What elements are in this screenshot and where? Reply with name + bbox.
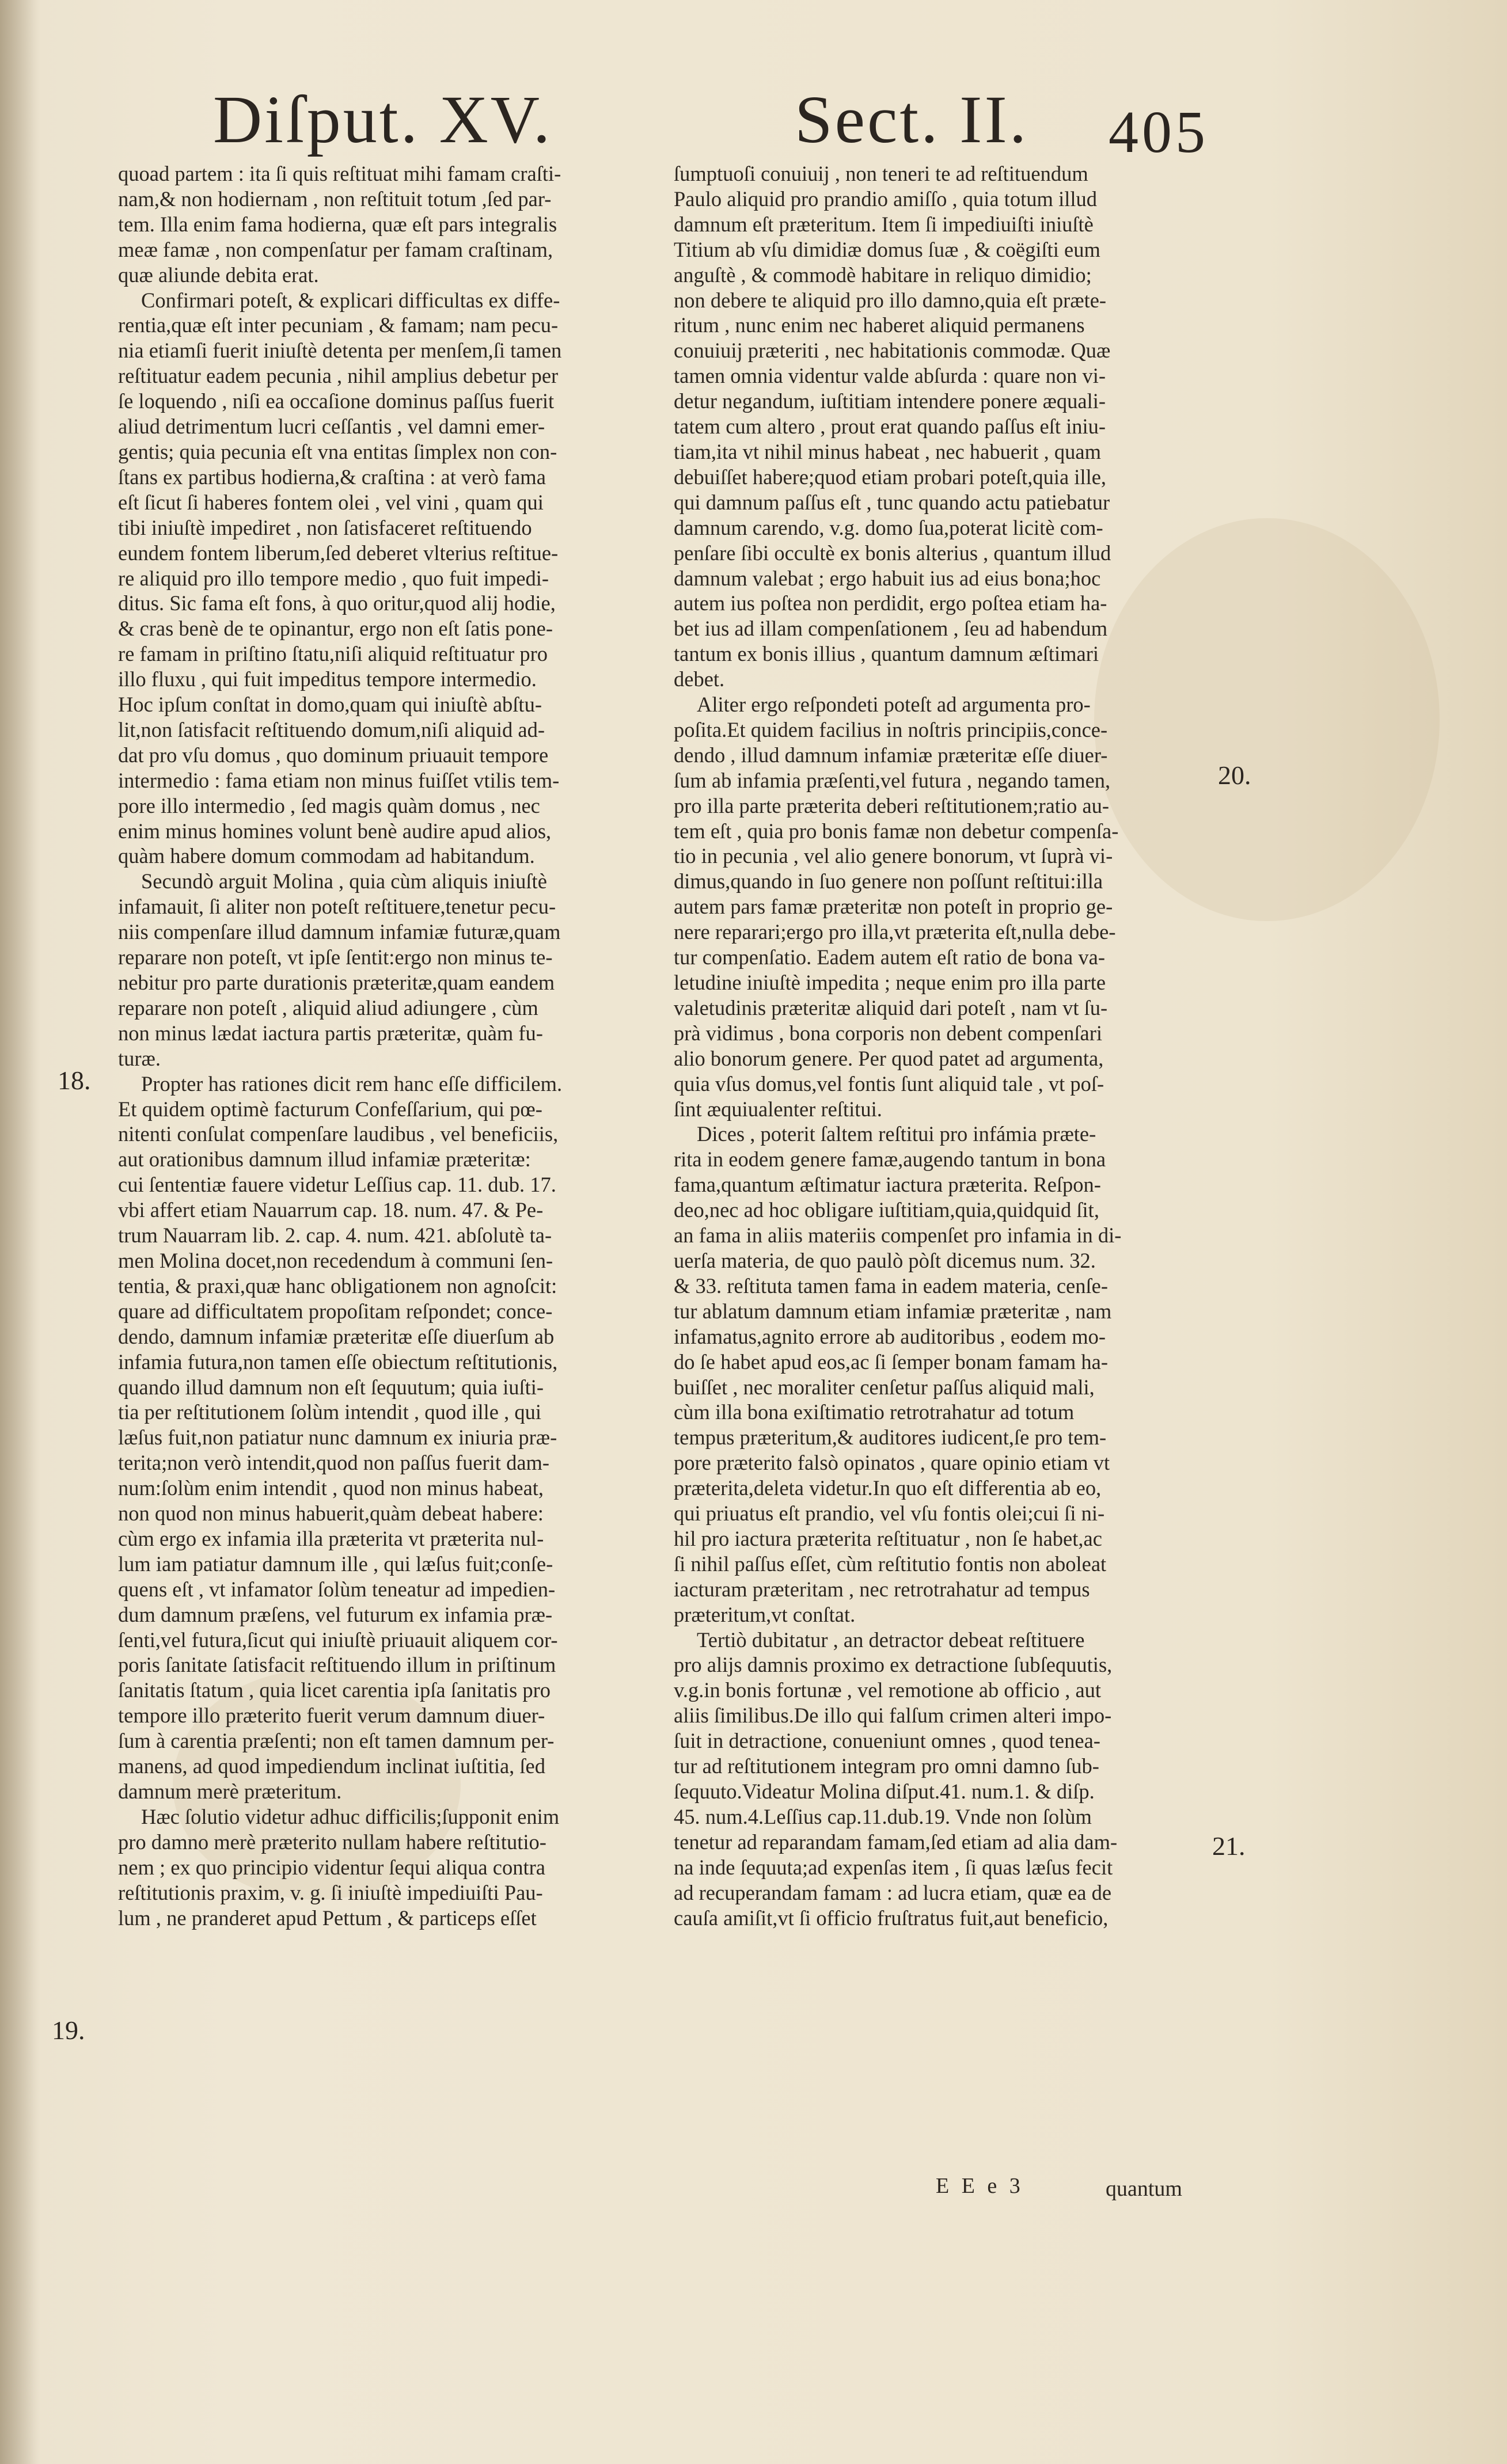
text-line: & 33. reſtituta tamen fama in eadem materia, cenſe- <box>674 1273 1108 1298</box>
text-line: debuiſſet habere;quod etiam probari poteſt,quia ille, <box>674 465 1107 489</box>
text-line: quens eſt , vt infamator ſolùm teneatur ad impedien- <box>118 1577 556 1601</box>
text-line: pro alijs damnis proximo ex detractione ſubſequutis, <box>674 1653 1113 1677</box>
text-line: & cras benè de te opinantur, ergo non eſt ſatis pone- <box>118 617 553 641</box>
text-line: niis compenſare illud damnum infamiæ futuræ,quam <box>118 920 561 944</box>
text-line: na inde ſequuta;ad expenſas item , ſi quas læſus fecit <box>674 1855 1113 1879</box>
text-line: qui damnum paſſus eſt , tunc quando actu patiebatur <box>674 490 1110 514</box>
text-line: anguſtè , & commodè habitare in reliquo dimidio; <box>674 263 1092 287</box>
text-line: infamatus,agnito errore ab auditoribus , eodem mo- <box>674 1324 1106 1348</box>
text-line: tio in pecunia , vel alio genere bonorum, vt ſuprà vi- <box>674 844 1113 868</box>
text-line: non quod non minus habuerit,quàm debeat habere: <box>118 1501 544 1526</box>
text-line: letudine iniuſtè impedita ; neque enim pro illa parte <box>674 971 1106 994</box>
text-line: poris ſanitate ſatisfacit reſtituendo illum in priſtinum <box>118 1653 556 1677</box>
text-line: Titium ab vſu dimidiæ domus ſuæ , & coëgiſti eum <box>674 237 1100 261</box>
text-line: conuiuij præteriti , nec habitationis commodæ. Quæ <box>674 339 1111 363</box>
margin-number-19: 19. <box>52 2016 85 2045</box>
text-line: ſum à carentia præſenti; non eſt tamen damnum per- <box>118 1729 555 1753</box>
text-line: damnum merè præteritum. <box>118 1779 342 1803</box>
text-line: ritum , nunc enim nec haberet aliquid permanens <box>674 313 1085 337</box>
text-line: tur compenſatio. Eadem autem eſt ratio de bona va- <box>674 945 1105 969</box>
text-line: cùm illa bona exiſtimatio retrotrahatur ad totum <box>674 1400 1075 1424</box>
text-line: quando illud damnum non eſt ſequutum; quia iuſti- <box>118 1375 544 1399</box>
text-line: nam,& non hodiernam , non reſtituit totum ,ſed par- <box>118 187 552 211</box>
text-line: tibi iniuſtè impediret , non ſatisfaceret reſtituendo <box>118 515 532 539</box>
text-line: do ſe habet apud eos,ac ſi ſemper bonam famam ha- <box>674 1349 1109 1374</box>
text-line: an fama in aliis materiis compenſet pro infamia in di- <box>674 1223 1122 1248</box>
text-line: ad recuperandam famam : ad lucra etiam, quæ ea de <box>674 1880 1112 1904</box>
text-line: gentis; quia pecunia eſt vna entitas ſimplex non con- <box>118 439 557 463</box>
text-line: ſum ab infamia præſenti,vel futura , negando tamen, <box>674 768 1111 792</box>
text-line: ſanitatis ſtatum , quia licet carentia ipſa ſanitatis pro <box>118 1678 551 1702</box>
text-line: dendo , illud damnum infamiæ præteritæ eſſe diuer- <box>674 743 1108 767</box>
text-line: enim minus homines volunt benè audire apud alios, <box>118 819 552 843</box>
text-line: ſtans ex partibus hodierna,& craſtina : at verò fama <box>118 465 546 489</box>
text-line: aut orationibus damnum illud infamiæ præteritæ: <box>118 1147 531 1172</box>
text-line: Et quidem optimè facturum Confeſſarium, qui pœ- <box>118 1097 542 1121</box>
text-line: prà vidimus , bona corporis non debent compenſari <box>674 1021 1103 1045</box>
running-head-section: Sect. II. <box>795 82 1029 157</box>
text-line: dimus,quando in ſuo genere non poſſunt reſtitui:illa <box>674 869 1103 893</box>
text-line: pro damno merè præterito nullam habere reſtitutio- <box>118 1830 546 1854</box>
text-line: cui ſententiæ fauere videtur Leſſius cap. 11. dub. 17. <box>118 1173 556 1197</box>
text-line: eundem fontem liberum,ſed deberet vlterius reſtitue- <box>118 541 559 565</box>
text-line: tempus præteritum,& auditores iudicent,ſe pro tem- <box>674 1425 1107 1450</box>
text-line: tempore illo præterito fuerit verum damnum diuer- <box>118 1703 545 1728</box>
text-line: læſus fuit,non patiatur nunc damnum ex iniuria præ- <box>118 1425 557 1450</box>
catchword: quantum <box>1106 2177 1182 2201</box>
text-line: tur ablatum damnum etiam infamiæ præteritæ , nam <box>674 1299 1112 1323</box>
text-line: nitenti conſulat compenſare laudibus , vel beneficiis, <box>118 1122 559 1146</box>
text-line: aliud detrimentum lucri ceſſantis , vel damni emer- <box>118 415 545 439</box>
text-line: cauſa amiſit,vt ſi officio fruſtratus fuit,aut beneficio, <box>674 1906 1109 1930</box>
text-line: nebitur pro parte durationis præteritæ,quam eandem <box>118 971 555 994</box>
text-line: tamen omnia videntur valde abſurda : quare non vi- <box>674 364 1106 388</box>
text-line: ſuit in detractione, conueniunt omnes , quod tenea- <box>674 1729 1100 1753</box>
text-line: quoad partem : ita ſi quis reſtituat mihi famam craſti- <box>118 162 561 185</box>
text-line: dendo, damnum infamiæ præteritæ eſſe diuerſum ab <box>118 1324 555 1348</box>
text-line: manens, ad quod impediendum inclinat iuſtitia, ſed <box>118 1754 546 1778</box>
text-line: valetudinis præteritæ aliquid dari poteſt , nam vt ſu- <box>674 995 1108 1020</box>
text-line: ſi nihil paſſus eſſet, cùm reſtitutio fontis non aboleat <box>674 1552 1107 1576</box>
text-line: pro illa parte præterita deberi reſtitutionem;ratio au- <box>674 793 1110 817</box>
text-line: non minus lædat iactura partis præteritæ, quàm fu- <box>118 1021 543 1045</box>
text-line: ſenti,vel futura,ſicut qui iniuſtè priuauit aliquem cor- <box>118 1628 558 1652</box>
text-line: pore illo intermedio , ſed magis quàm domus , nec <box>118 793 540 817</box>
text-line: intermedio : fama etiam non minus fuiſſet vtilis tem- <box>118 768 560 792</box>
text-line: tantum ex bonis illius , quantum damnum æſtimari <box>674 642 1099 666</box>
page-number: 405 <box>1109 99 1209 165</box>
text-line: quare ad difficultatem propoſitam reſpondet; conce- <box>118 1299 553 1323</box>
text-line: Hoc ipſum conſtat in domo,quam qui iniuſtè abſtu- <box>118 693 542 717</box>
text-line: dum damnum præſens, vel futurum ex infamia præ- <box>118 1602 553 1626</box>
text-line: buiſſet , nec moraliter cenſetur paſſus aliquid mali, <box>674 1375 1095 1399</box>
text-line: non debere te aliquid pro illo damno,quia eſt præte- <box>674 288 1107 312</box>
text-line: meæ famæ , non compenſatur per famam craſtinam, <box>118 237 553 261</box>
text-line: tem. Illa enim fama hodierna, quæ eſt pars integralis <box>118 212 557 236</box>
text-line: ſequuto.Videatur Molina diſput.41. num.1. & diſp. <box>674 1779 1095 1803</box>
text-line: 45. num.4.Leſſius cap.11.dub.19. Vnde non ſolùm <box>674 1804 1092 1828</box>
text-line: præteritum,vt conſtat. <box>674 1602 856 1626</box>
text-line: cùm ergo ex infamia illa præterita vt præterita nul- <box>118 1526 544 1550</box>
right-text-column <box>674 161 1204 1930</box>
text-line: uerſa materia, de quo paulò pòſt dicemus num. 32. <box>674 1248 1096 1272</box>
text-line: tem eſt , quia pro bonis famæ non debetur compenſa- <box>674 819 1119 843</box>
text-line: Confirmari poteſt, & explicari difficultas ex diffe- <box>141 288 560 312</box>
left-text-column <box>118 161 636 1930</box>
text-line: tatem cum altero , prout erat quando paſſus eſt iniu- <box>674 415 1106 439</box>
text-line: tentia, & praxi,quæ hanc obligationem non agnoſcit: <box>118 1273 557 1298</box>
text-line: reſtituatur eadem pecunia , nihil amplius debetur per <box>118 364 559 388</box>
running-head-disputation: Diſput. XV. <box>213 82 553 157</box>
text-line: damnum valebat ; ergo habuit ius ad eius bona;hoc <box>674 566 1101 590</box>
text-line: Tertiò dubitatur , an detractor debeat reſtituere <box>697 1628 1085 1652</box>
text-line: trum Nauarram lib. 2. cap. 4. num. 421. abſolutè ta- <box>118 1223 552 1248</box>
text-line: men Molina docet,non recedendum à communi ſen- <box>118 1248 553 1272</box>
text-line: num:ſolùm enim intendit , quod non minus habeat, <box>118 1476 544 1500</box>
text-line: reſtitutionis praxim, v. g. ſi iniuſtè impediuiſti Pau- <box>118 1880 543 1904</box>
text-line: lum , ne pranderet apud Pettum , & particeps eſſet <box>118 1906 537 1930</box>
text-line: ſint æquiualenter reſtitui. <box>674 1097 882 1121</box>
text-line: damnum eſt præteritum. Item ſi impediuiſti iniuſtè <box>674 212 1094 236</box>
text-line: damnum carendo, v.g. domo ſua,poterat licitè com- <box>674 515 1103 539</box>
text-line: quia vſus domus,vel fontis ſunt aliquid tale , vt poſ- <box>674 1071 1104 1096</box>
text-line: pore præterito falsò opinatos , quare opinio etiam vt <box>674 1451 1110 1475</box>
text-line: re famam in priſtino ſtatu,niſi aliquid reſtituatur pro <box>118 642 548 666</box>
text-line: deo,nec ad hoc obligare iuſtitiam,quia,quidquid ſit, <box>674 1198 1099 1222</box>
text-line: Propter has rationes dicit rem hanc eſſe difficilem. <box>141 1071 563 1096</box>
text-line: re aliquid pro illo tempore medio , quo fuit impedi- <box>118 566 549 590</box>
text-line: reparare non poteſt, vt ipſe ſentit:ergo non minus te- <box>118 945 553 969</box>
text-line: bet ius ad illam compenſationem , ſeu ad habendum <box>674 617 1108 641</box>
text-line: nere reparari;ergo pro illa,vt præterita eſt,nulla debe- <box>674 920 1116 944</box>
text-line: nem ; ex quo principio videntur ſequi aliqua contra <box>118 1855 545 1879</box>
text-line: terita;non verò intendit,quod non paſſus fuerit dam- <box>118 1451 550 1475</box>
text-line: reparare non poteſt , aliquid aliud adiungere , cùm <box>118 995 538 1020</box>
text-line: illo fluxu , qui fuit impeditus tempore intermedio. <box>118 667 537 691</box>
text-line: Paulo aliquid pro prandio amiſſo , quia totum illud <box>674 187 1097 211</box>
text-line: infamauit, ſi aliter non poteſt reſtituere,tenetur pecu- <box>118 895 556 919</box>
margin-number-18: 18. <box>58 1066 91 1095</box>
text-line: ſumptuoſi conuiuij , non teneri te ad reſtituendum <box>674 162 1088 185</box>
text-line: iacturam præteritam , nec retrotrahatur ad tempus <box>674 1577 1090 1601</box>
text-line: Hæc ſolutio videtur adhuc difficilis;ſupponit enim <box>141 1804 560 1828</box>
text-line: tenetur ad reparandam famam,ſed etiam ad alia dam- <box>674 1830 1118 1854</box>
text-line: penſare ſibi occultè ex bonis alterius , quantum illud <box>674 541 1111 565</box>
text-line: tur ad reſtitutionem integram pro omni damno ſub- <box>674 1754 1099 1778</box>
text-line: Aliter ergo reſpondeti poteſt ad argumenta pro- <box>697 693 1091 717</box>
text-line: aliis ſimilibus.De illo qui falſum crimen alteri impo- <box>674 1703 1112 1728</box>
text-line: ditus. Sic fama eſt fons, à quo oritur,quod alij hodie, <box>118 591 556 615</box>
text-line: præterita,deleta videtur.In quo eſt differentia ab eo, <box>674 1476 1102 1500</box>
text-line: vbi affert etiam Nauarrum cap. 18. num. 47. & Pe- <box>118 1198 544 1222</box>
text-line: hil pro iactura præterita reſtituatur , non ſe habet,ac <box>674 1526 1102 1550</box>
text-line: Dices , poterit ſaltem reſtitui pro infámia præte- <box>697 1122 1096 1146</box>
text-line: turæ. <box>118 1046 161 1070</box>
text-line: tiam,ita vt nihil minus habeat , nec habuerit , quam <box>674 439 1101 463</box>
text-line: debet. <box>674 667 725 691</box>
binding-shadow <box>0 0 40 2464</box>
margin-number-20: 20. <box>1218 761 1251 790</box>
text-line: ſe loquendo , niſi ea occaſione dominus paſſus fuerit <box>118 389 555 413</box>
text-line: rentia,quæ eſt inter pecuniam , & famam; nam pecu- <box>118 313 559 337</box>
text-line: detur negandum, iuſtitiam intendere ponere æquali- <box>674 389 1106 413</box>
signature-mark: E E e 3 <box>936 2174 1024 2198</box>
text-line: quæ aliunde debita erat. <box>118 263 319 287</box>
text-line: quàm habere domum commodam ad habitandum. <box>118 844 535 868</box>
text-line: Secundò arguit Molina , quia cùm aliquis iniuſtè <box>141 869 547 893</box>
text-line: qui priuatus eſt prandio, vel vſu fontis olei;cui ſi ni- <box>674 1501 1105 1526</box>
text-line: poſita.Et quidem facilius in noſtris principiis,conce- <box>674 717 1108 742</box>
text-line: eſt ſicut ſi haberes fontem olei , vel vini , quam qui <box>118 490 544 514</box>
text-line: dat pro vſu domus , quo dominum priuauit tempore <box>118 743 549 767</box>
text-line: autem pars famæ præteritæ non poteſt in proprio ge- <box>674 895 1113 919</box>
text-line: lum iam patiatur damnum ille , qui læſus fuit;conſe- <box>118 1552 553 1576</box>
text-line: alio bonorum genere. Per quod patet ad argumenta, <box>674 1046 1104 1070</box>
text-line: infamia futura,non tamen eſſe obiectum reſtitutionis, <box>118 1349 558 1374</box>
text-line: rita in eodem genere famæ,augendo tantum in bona <box>674 1147 1106 1172</box>
text-line: autem ius poſtea non perdidit, ergo poſtea etiam ha- <box>674 591 1107 615</box>
text-line: lit,non ſatisfacit reſtituendo domum,niſi aliquid ad- <box>118 717 545 742</box>
text-line: tia per reſtitutionem ſolùm intendit , quod ille , qui <box>118 1400 541 1424</box>
text-line: fama,quantum æſtimatur iactura præterita. Reſpon- <box>674 1173 1101 1197</box>
margin-number-21: 21. <box>1212 1831 1246 1861</box>
text-line: nia etiamſi fuerit iniuſtè detenta per menſem,ſi tamen <box>118 339 562 363</box>
text-line: v.g.in bonis fortunæ , vel remotione ab officio , aut <box>674 1678 1102 1702</box>
